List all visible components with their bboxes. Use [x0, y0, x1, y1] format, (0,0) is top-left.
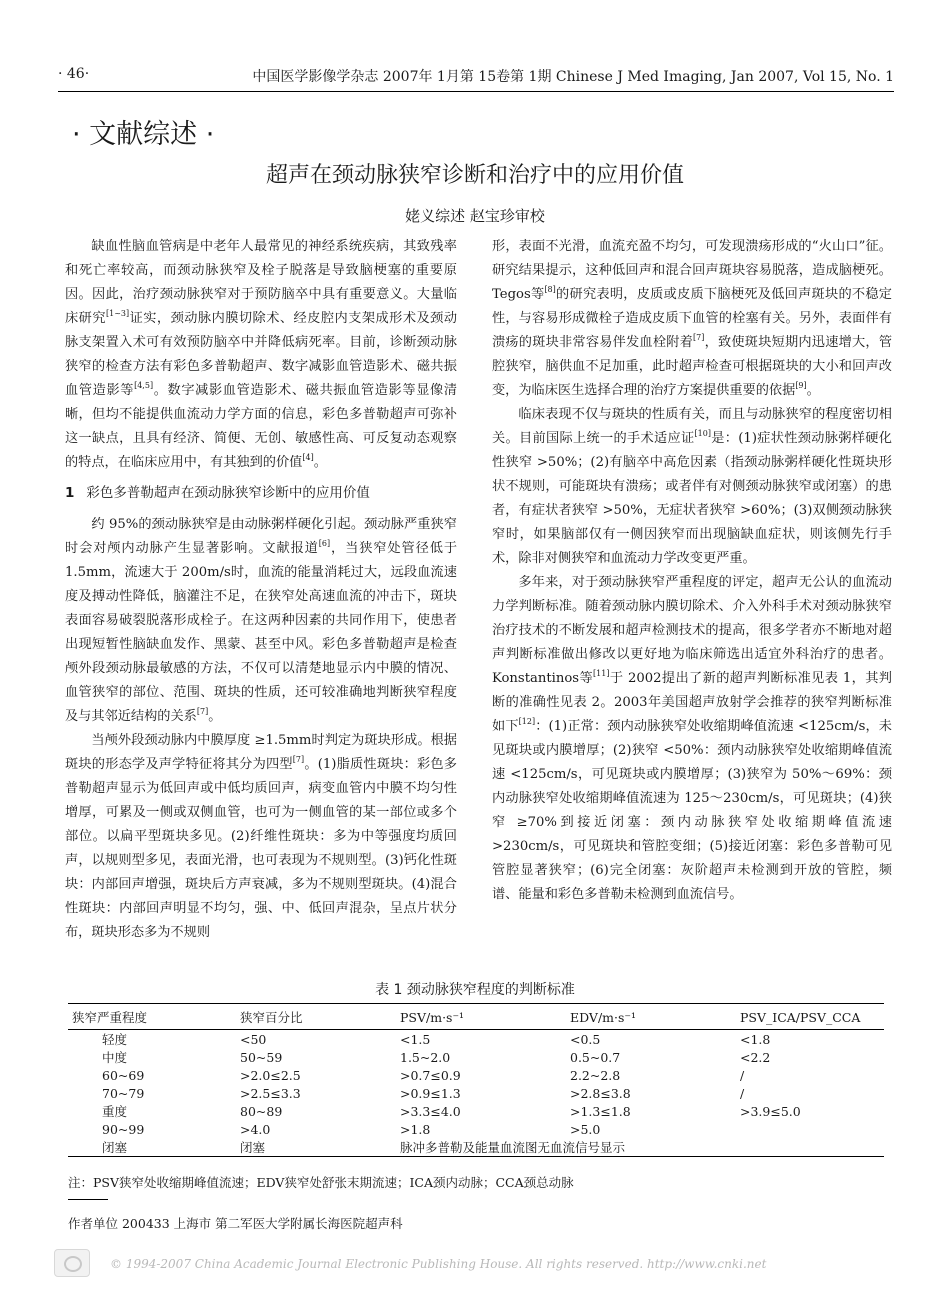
table-cell: <2.2 [740, 1049, 771, 1065]
table-row [68, 1120, 884, 1138]
table-cell: <0.5 [570, 1031, 601, 1047]
table-cell: >1.8 [400, 1121, 431, 1137]
table-cell: <1.8 [740, 1031, 771, 1047]
citation[interactable]: [10] [694, 429, 711, 438]
table-cell: / [740, 1067, 745, 1083]
paragraph: 约 95%的颈动脉狭窄是由动脉粥样硬化引起。颈动脉严重狭窄时会对颅内动脉产生显著影响。文献报道[6]，当狭窄处管径低于 1.5mm，流速大于 200m/s时，血流的能量消耗过大，远段血流速度及搏动性降低，脑灌注不足，在狭窄处高速血流的冲击下，斑块表面容易破裂脱落形成栓子。在这两种因素的共同作用下，使患者出现短暂性脑缺血发作、黑蒙、甚至中风。彩色多普勒超声是检查颅外段颈动脉最敏感的方法，不仅可以清楚地显示内中膜的情况、血管狭窄的部位、范围、斑块的性质，还可较准确地判断狭窄程度及与其邻近结构的关系[7]。 [65, 517, 458, 724]
table-cell: 中度 [102, 1050, 128, 1065]
page-number: · 46· [58, 66, 90, 82]
table-cell: >4.0 [240, 1121, 271, 1137]
column-header: PSV/m·s⁻¹ [400, 1009, 465, 1025]
footnote-rule [68, 1199, 108, 1200]
table-row [68, 1084, 884, 1102]
journal-citation: 中国医学影像学杂志 2007年 1月第 15卷第 1期 Chinese J Med Imaging, Jan 2007, Vol 15, No. 1 [252, 69, 894, 85]
table-row [68, 1030, 884, 1049]
table-cell: 闭塞 [102, 1140, 128, 1155]
column-header: 狭窄百分比 [240, 1010, 303, 1025]
paragraph: 缺血性脑血管病是中老年人最常见的神经系统疾病，其致残率和死亡率较高，而颈动脉狭窄及栓子脱落是导致脑梗塞的重要原因。因此，治疗颈动脉狭窄对于预防脑卒中具有重要意义。大量临床研究[1~3]证实，颈动脉内膜切除术、经皮腔内支架成形术及颈动脉支架置入术可有效预防脑卒中并降低病死率。目前，诊断颈动脉狭窄的检查方法有彩色多普勒超声、数字减影血管造影术、磁共振血管造影等[4,5]。数字减影血管造影术、磁共振血管造影等显像清晰，但均不能提供血流动力学方面的信息，彩色多普勒超声可弥补这一缺点，且具有经济、简便、无创、敏感性高、可反复动态观察的特点，在临床应用中，有其独到的价值[4]。 [65, 239, 458, 470]
table-cell: >2.0≤2.5 [240, 1067, 301, 1083]
right-column [492, 235, 892, 907]
table-cell: 脉冲多普勒及能量血流图无血流信号显示 [400, 1140, 626, 1155]
section-heading-text: 彩色多普勒超声在颈动脉狭窄诊断中的应用价值 [86, 485, 370, 501]
column-header: 狭窄严重程度 [72, 1010, 148, 1025]
table-cell: >2.8≤3.8 [570, 1085, 631, 1101]
table-caption: 表 1 颈动脉狭窄程度的判断标准 [375, 982, 575, 998]
table-cell: <50 [240, 1031, 267, 1047]
table-cell: 90~99 [102, 1121, 145, 1137]
table-row [68, 1138, 884, 1157]
table-row [68, 1102, 884, 1120]
paragraph: 多年来，对于颈动脉狭窄严重程度的评定，超声无公认的血流动力学判断标准。随着颈动脉内膜切除术、介入外科手术对颈动脉狭窄治疗技术的不断发展和超声检测技术的提高，很多学者亦不断地对超声判断标准做出修改以更好地为临床筛选出适宜外科治疗的患者。Konstantinos等[11]于 2002提出了新的超声判断标准见表 1，其判断的准确性见表 2。2003年美国超声放射学会推荐的狭窄判断标准如下[12]：(1)正常：颈内动脉狭窄处收缩期峰值流速 <125cm/s，未见斑块或内膜增厚；(2)狭窄 <50%：颈内动脉狭窄处收缩期峰值流速 <125cm/s，可见斑块或内膜增厚；(3)狭窄为 50%～69%：颈内动脉狭窄处收缩期峰值流速为 125～230cm/s，可见斑块；(4)狭窄 ≥70%到接近闭塞：颈内动脉狭窄处收缩期峰值流速 >230cm/s，可见斑块和管腔变细；(5)接近闭塞：彩色多普勒可见管腔显著狭窄；(6)完全闭塞：灰阶超声未检测到开放的管腔，频谱、能量和彩色多普勒未检测到血流信号。 [492, 575, 892, 902]
citation[interactable]: [9] [795, 381, 807, 390]
table-cell: >1.3≤1.8 [570, 1103, 631, 1119]
citation[interactable]: [7] [292, 755, 305, 764]
column-header: EDV/m·s⁻¹ [570, 1009, 637, 1025]
citation[interactable]: [12] [518, 717, 536, 726]
table-cell: 70~79 [102, 1085, 145, 1101]
left-column [65, 235, 457, 945]
paragraph: 当颅外段颈动脉内中膜厚度 ≥1.5mm时判定为斑块形成。根据斑块的形态学及声学特征将其分为四型[7]。(1)脂质性斑块：彩色多普勒超声显示为低回声或中低均质回声，病变血管内中膜不均匀性增厚，可累及一侧或双侧血管，也可为一侧血管的某一部位或多个部位。以扁平型斑块多见。(2)纤维性斑块：多为中等强度均质回声，以规则型多见，表面光滑，也可表现为不规则型。(3)钙化性斑块：内部回声增强，斑块后方声衰减，多为不规则型斑块。(4)混合性斑块：内部回声明显不均匀，强、中、低回声混杂，呈点片状分布，斑块形态多为不规则 [65, 733, 457, 940]
paragraph: 形，表面不光滑，血流充盈不均匀，可发现溃疡形成的“火山口”征。研究结果提示，这种低回声和混合回声斑块容易脱落，造成脑梗死。Tegos等[8]的研究表明，皮质或皮质下脑梗死及低回声斑块的不稳定性，与容易形成微栓子造成皮质下血管的栓塞有关。另外，表面伴有溃疡的斑块非常容易伴发血栓附着[7]，致使斑块短期内迅速增大，管腔狭窄，脑供血不足加重，此时超声检查可根据斑块的大小和回声改变，为临床医生选择合理的治疗方案提供重要的依据[9]。 [492, 239, 893, 398]
section-heading [65, 481, 457, 505]
column-header: PSV_ICA/PSV_CCA [740, 1009, 861, 1025]
citation[interactable]: [11] [593, 669, 610, 678]
stenosis-criteria-table [68, 1003, 884, 1157]
citation[interactable]: [7] [693, 333, 705, 342]
citation[interactable]: [4,5] [134, 381, 154, 390]
table-note: 注：PSV狭窄处收缩期峰值流速；EDV狭窄处舒张末期流速；ICA颈内动脉；CCA颈总动脉 [68, 1175, 574, 1190]
citation[interactable]: [8] [544, 285, 556, 294]
table-row [68, 1066, 884, 1084]
table-cell: 0.5~0.7 [570, 1049, 621, 1065]
header-rule [58, 91, 894, 92]
table-cell: 闭塞 [240, 1140, 266, 1155]
table-row [68, 1048, 884, 1066]
table-cell: >0.7≤0.9 [400, 1067, 461, 1083]
table-cell: 1.5~2.0 [400, 1049, 451, 1065]
table-header-row [68, 1004, 884, 1030]
table-cell: 重度 [102, 1104, 128, 1119]
copyright-footer: © 1994-2007 China Academic Journal Electronic Publishing House. All rights reserved. http://www.cnki.net [110, 1257, 767, 1271]
citation[interactable]: [7] [196, 707, 209, 716]
running-header [58, 66, 894, 88]
table-cell: 2.2~2.8 [570, 1067, 621, 1083]
article-authors: 姥义综述 赵宝珍审校 [405, 207, 545, 225]
section-label: · 文献综述 · [72, 119, 215, 150]
citation[interactable]: [4] [302, 453, 314, 462]
table-cell [736, 1120, 884, 1138]
table-cell: >5.0 [570, 1121, 601, 1137]
table-cell: 轻度 [102, 1032, 128, 1047]
paragraph: 临床表现不仅与斑块的性质有关，而且与动脉狭窄的程度密切相关。目前国际上统一的手术适应证[10]是：(1)症状性颈动脉粥样硬化性狭窄 >50%；(2)有脑卒中高危因素（指颈动脉粥样硬化性斑块形状不规则，可能斑块有溃疡；或者伴有对侧颈动脉狭窄或闭塞）的患者，有症状者狭窄 >50%，无症状者狭窄 >60%；(3)双侧颈动脉狭窄时，如果脑部仅有一侧因狭窄而出现脑缺血症状，则该侧先行手术，除非对侧狭窄和血流动力学改变更严重。 [492, 407, 892, 566]
table-cell: <1.5 [400, 1031, 431, 1047]
table-cell: 50~59 [240, 1049, 283, 1065]
table-cell: 80~89 [240, 1103, 283, 1119]
table-cell: >3.9≤5.0 [740, 1103, 801, 1119]
table-cell: / [740, 1085, 745, 1101]
author-affiliation: 作者单位 200433 上海市 第二军医大学附属长海医院超声科 [68, 1216, 403, 1231]
table-cell: 60~69 [102, 1067, 145, 1083]
article-title: 超声在颈动脉狭窄诊断和治疗中的应用价值 [265, 163, 684, 188]
cnki-logo-icon [54, 1249, 90, 1277]
table-cell: >0.9≤1.3 [400, 1085, 461, 1101]
citation[interactable]: [1~3] [106, 309, 130, 318]
table-cell: >3.3≤4.0 [400, 1103, 461, 1119]
table-cell: >2.5≤3.3 [240, 1085, 301, 1101]
section-number: 1 [65, 485, 75, 501]
citation[interactable]: [6] [318, 539, 331, 548]
